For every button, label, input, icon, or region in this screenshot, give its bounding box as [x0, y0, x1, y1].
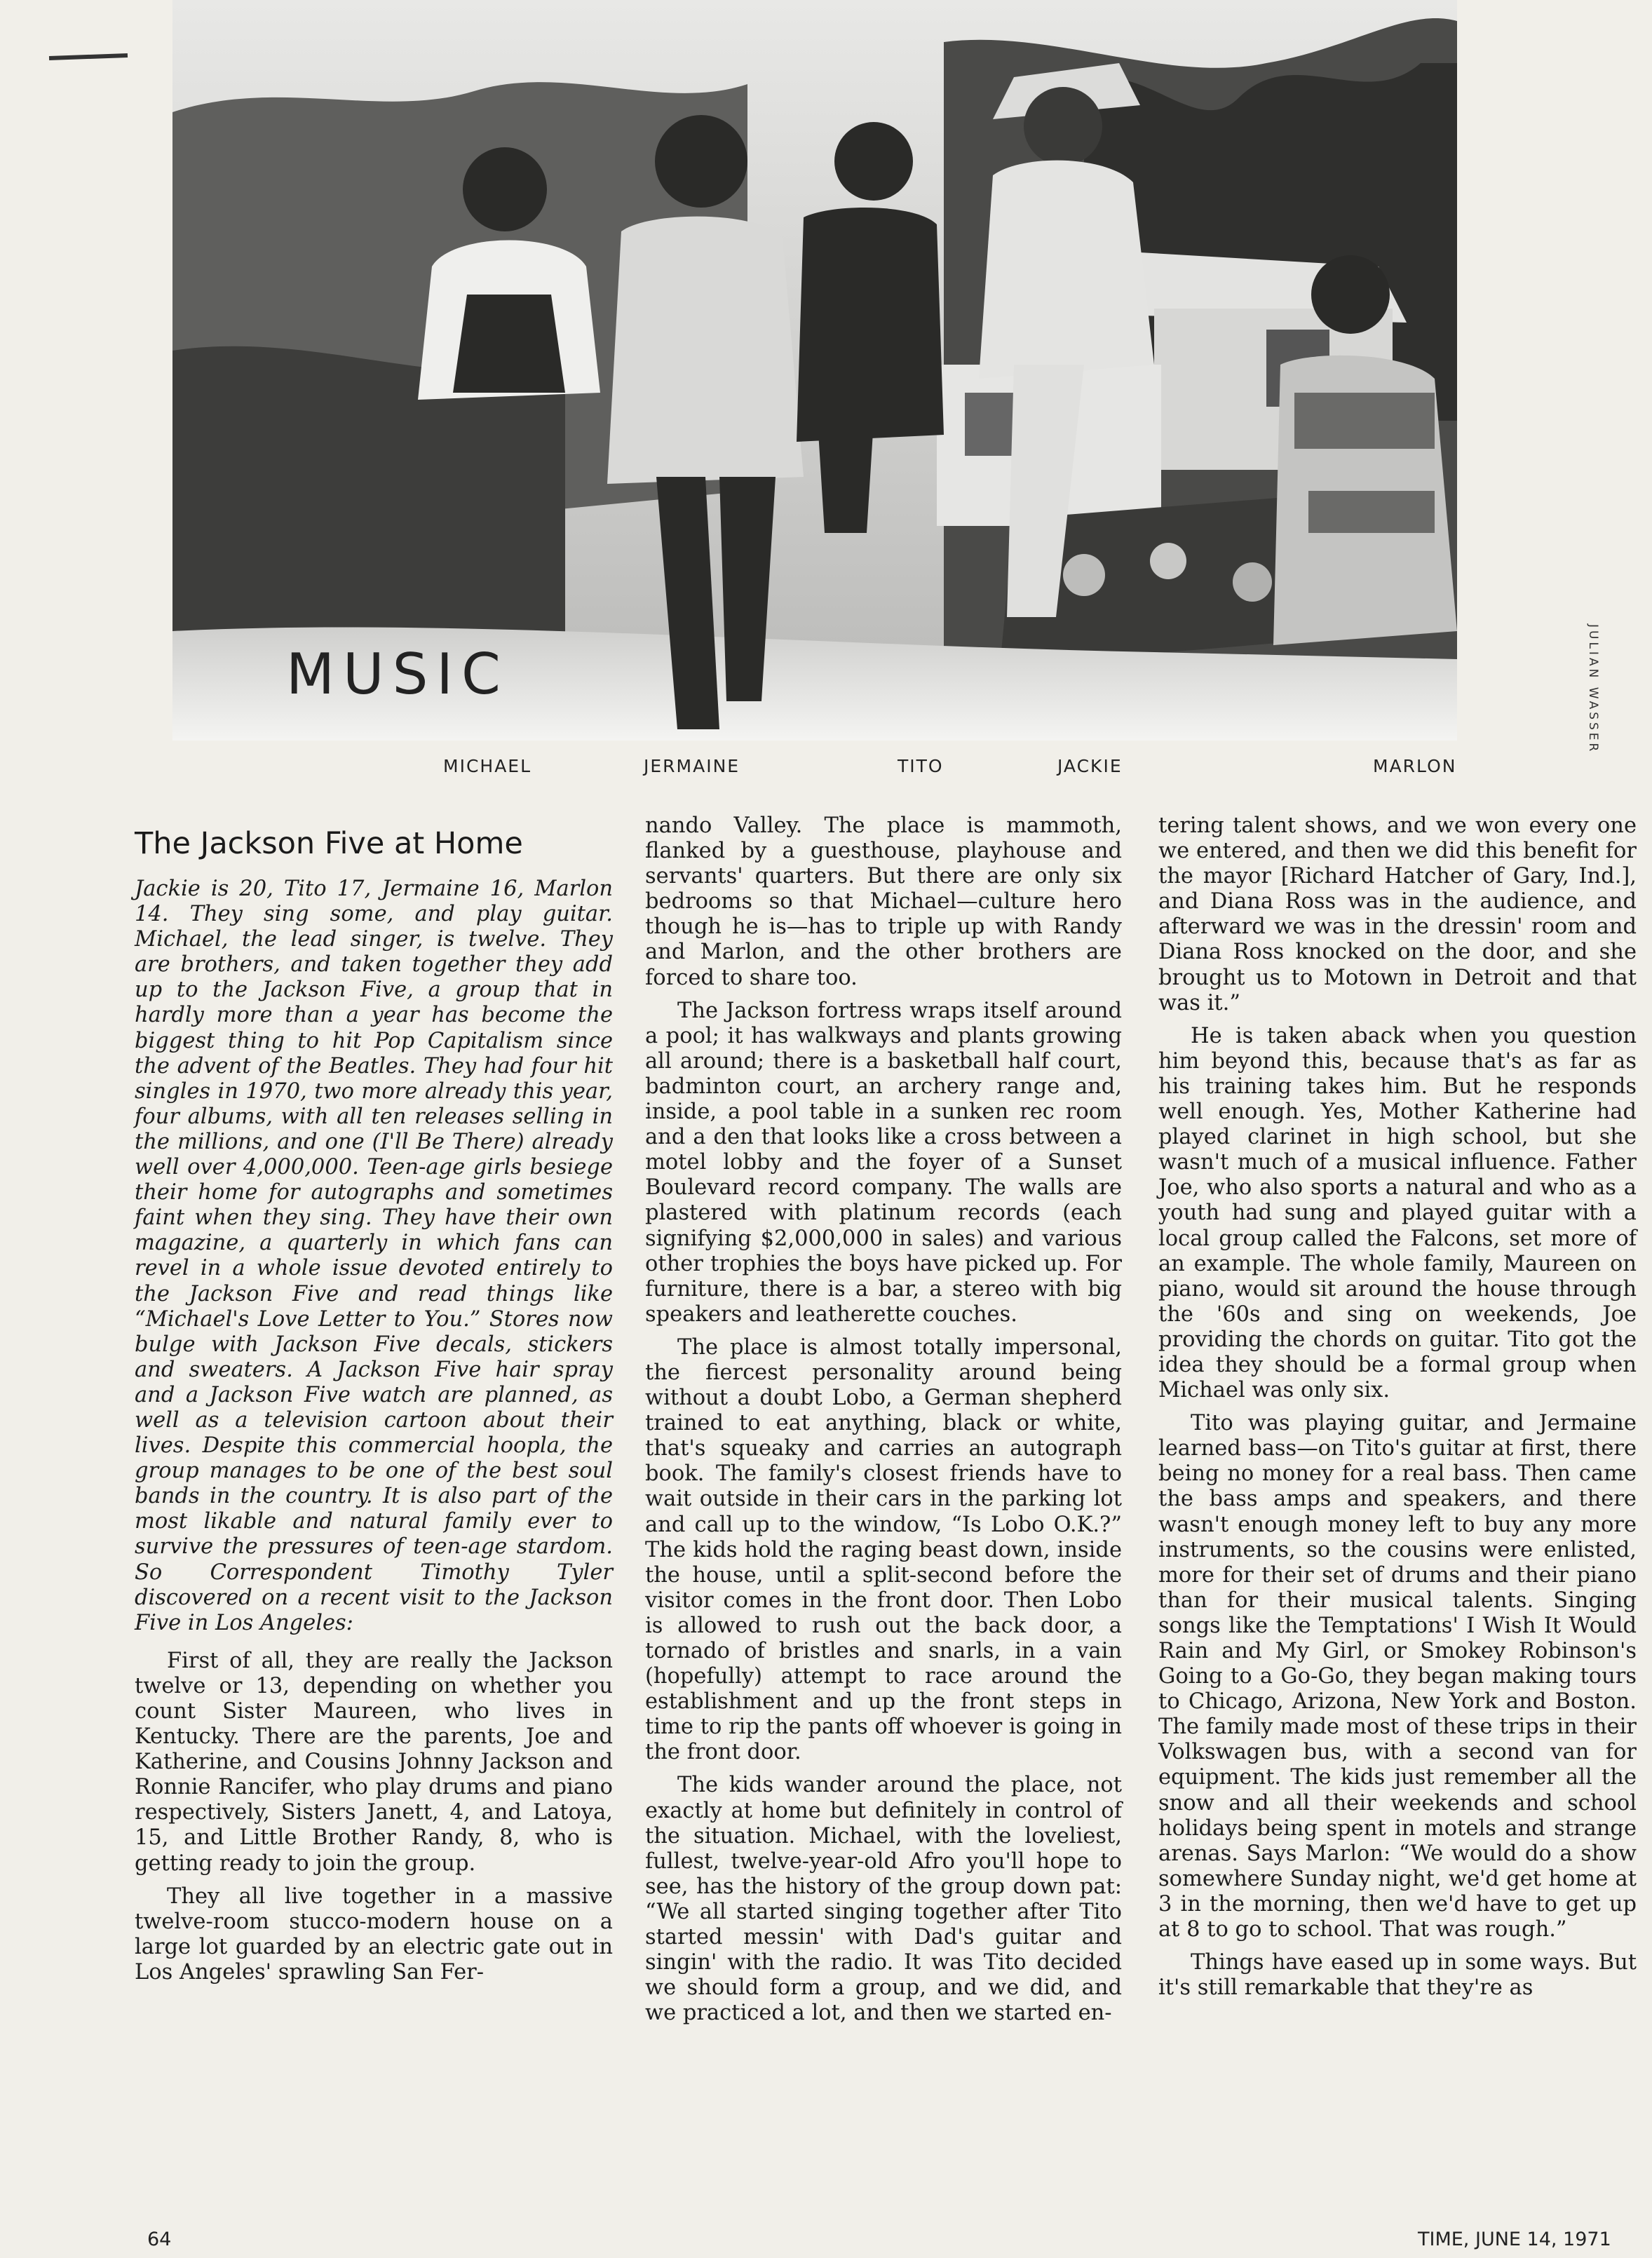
caption-name-jackie: JACKIE [1057, 756, 1123, 776]
paragraph: nando Valley. The place is mammoth, flanked by a guesthouse, playhouse and servants' quarters. But there are only six bedrooms so that Michael—culture hero though he is—has to triple up with Randy and Marlon, and the other brothers are forced to share too. [645, 813, 1122, 990]
column-2 [645, 813, 1122, 2034]
paragraph: tering talent shows, and we won every one we entered, and then we did this benefit for the mayor [Richard Hatcher of Gary, Ind.], and Diana Ross was in the audience, and afterward we was in the dressin' room and Diana Ross knocked on the door, and she brought us to Motown in Detroit and that was it.” [1158, 813, 1637, 1015]
caption-name-marlon: MARLON [1373, 756, 1457, 776]
paragraph: The kids wander around the place, not exactly at home but definitely in control of the situation. Michael, with the loveliest, fullest, twelve-year-old Afro you'll hope to see, has the history of the group down pat: “We all started singing together after Tito started messin' with Dad's guitar and singin' with the radio. It was Tito decided we should form a group, and we did, and we practiced a lot, and then we started en- [645, 1773, 1122, 2026]
caption-name-tito: TITO [898, 756, 944, 776]
paragraph: First of all, they are really the Jackson twelve or 13, depending on whether you count Sister Maureen, who lives in Kentucky. There are the parents, Joe and Katherine, and Cousins Johnny Jackson and Ronnie Rancifer, who play drums and piano respectively, Sisters Janett, 4, and Latoya, 15, and Little Brother Randy, 8, who is getting ready to join the group. [135, 1648, 613, 1876]
paragraph: They all live together in a massive twelve-room stucco-modern house on a large lot guarded by an electric gate out in Los Angeles' sprawling San Fer- [135, 1884, 613, 1985]
paragraph: The place is almost totally impersonal, the fiercest personality around being without a doubt Lobo, a German shepherd trained to eat anything, black or white, that's squeaky and carries an autograph book. The family's closest friends have to wait outside in their cars in the parking lot and call up to the window, “Is Lobo O.K.?” The kids hold the raging beast down, inside the house, until a split-second before the visitor comes in the front door. Then Lobo is allowed to rush out the back door, a tornado of bristles and snarls, in a vain (hopefully) attempt to race around the establishment and up the front steps in time to rip the pants off whoever is going in the front door. [645, 1334, 1122, 1765]
group-photo [172, 0, 1457, 741]
page-number: 64 [147, 2229, 172, 2250]
section-title: MUSIC [286, 642, 509, 707]
caption-name-michael: MICHAEL [443, 756, 532, 776]
paragraph: Tito was playing guitar, and Jermaine learned bass—on Tito's guitar at first, there being no money for a real bass. Then came the bass amps and speakers, and there wasn't enough money left to buy any more instruments, so the cousins were enlisted, more for their set of drums and their piano than for their musical talents. Singing songs like the Temptations' I Wish It Would Rain and My Girl, or Smokey Robinson's Going to a Go-Go, they began making tours to Chicago, Arizona, New York and Boston. The family made most of these trips in their Volkswagen bus, with a second van for equipment. The kids just remember all the snow and all their weekends and school holidays being spent in motels and strange arenas. Says Marlon: “We would do a show somewhere Sunday night, we'd get home at 3 in the morning, then we'd have to get up at 8 to go to school. That was rough.” [1158, 1411, 1637, 1942]
photo-credit: JULIAN WASSER [1586, 624, 1600, 755]
issue-date: TIME, JUNE 14, 1971 [1418, 2229, 1611, 2250]
paragraph: The Jackson fortress wraps itself around a pool; it has walkways and plants growing all around; there is a basketball half court, badminton court, an archery range and, inside, a pool table in a sunken rec room and a den that looks like a cross between a motel lobby and the foyer of a Sunset Boulevard record company. The walls are plastered with platinum records (each signifying $2,000,000 in sales) and various other trophies the boys have picked up. For furniture, there is a bar, a stereo with big speakers and leatherette couches. [645, 998, 1122, 1327]
paragraph: He is taken aback when you question him beyond this, because that's as far as his training takes him. But he responds well enough. Yes, Mother Katherine had played clarinet in high school, but she wasn't much of a musical influence. Father Joe, who also sports a natural and who as a youth had sung and played guitar with a local group called the Falcons, set more of an example. The whole family, Maureen on piano, would sit around the house through the '60s and sing on weekends, Joe providing the chords on guitar. Tito got the idea they should be a formal group when Michael was only six. [1158, 1023, 1637, 1403]
paragraph: Things have eased up in some ways. But it's still remarkable that they're as [1158, 1950, 1637, 2001]
photo-illustration [172, 0, 1457, 741]
column-1 [135, 877, 613, 1993]
column-3 [1158, 813, 1637, 2008]
article-headline: The Jackson Five at Home [135, 826, 523, 861]
caption-name-jermaine: JERMAINE [644, 756, 740, 776]
pen-mark [49, 53, 128, 60]
intro-paragraph: Jackie is 20, Tito 17, Jermaine 16, Marlon 14. They sing some, and play guitar. Michael, the lead singer, is twelve. They are brothers, and taken together they add up to the Jackson Five, a group that in hardly more than a year has become the biggest thing to hit Pop Capitalism since the advent of the Beatles. They had four hit singles in 1970, two more already this year, four albums, with all ten releases selling in the millions, and one (I'll Be There) already well over 4,000,000. Teen-age girls besiege their home for autographs and sometimes faint when they sing. They have their own magazine, a quarterly in which fans can revel in a whole issue devoted entirely to the Jackson Five and read things like “Michael's Love Letter to You.” Stores now bulge with Jackson Five decals, stickers and sweaters. A Jackson Five hair spray and a Jackson Five watch are planned, as well as a television cartoon about their lives. Despite this commercial hoopla, the group manages to be one of the best soul bands in the country. It is also part of the most likable and natural family ever to survive the pressures of teen-age stardom. So Correspondent Timothy Tyler discovered on a recent visit to the Jackson Five in Los Angeles: [135, 877, 613, 1635]
